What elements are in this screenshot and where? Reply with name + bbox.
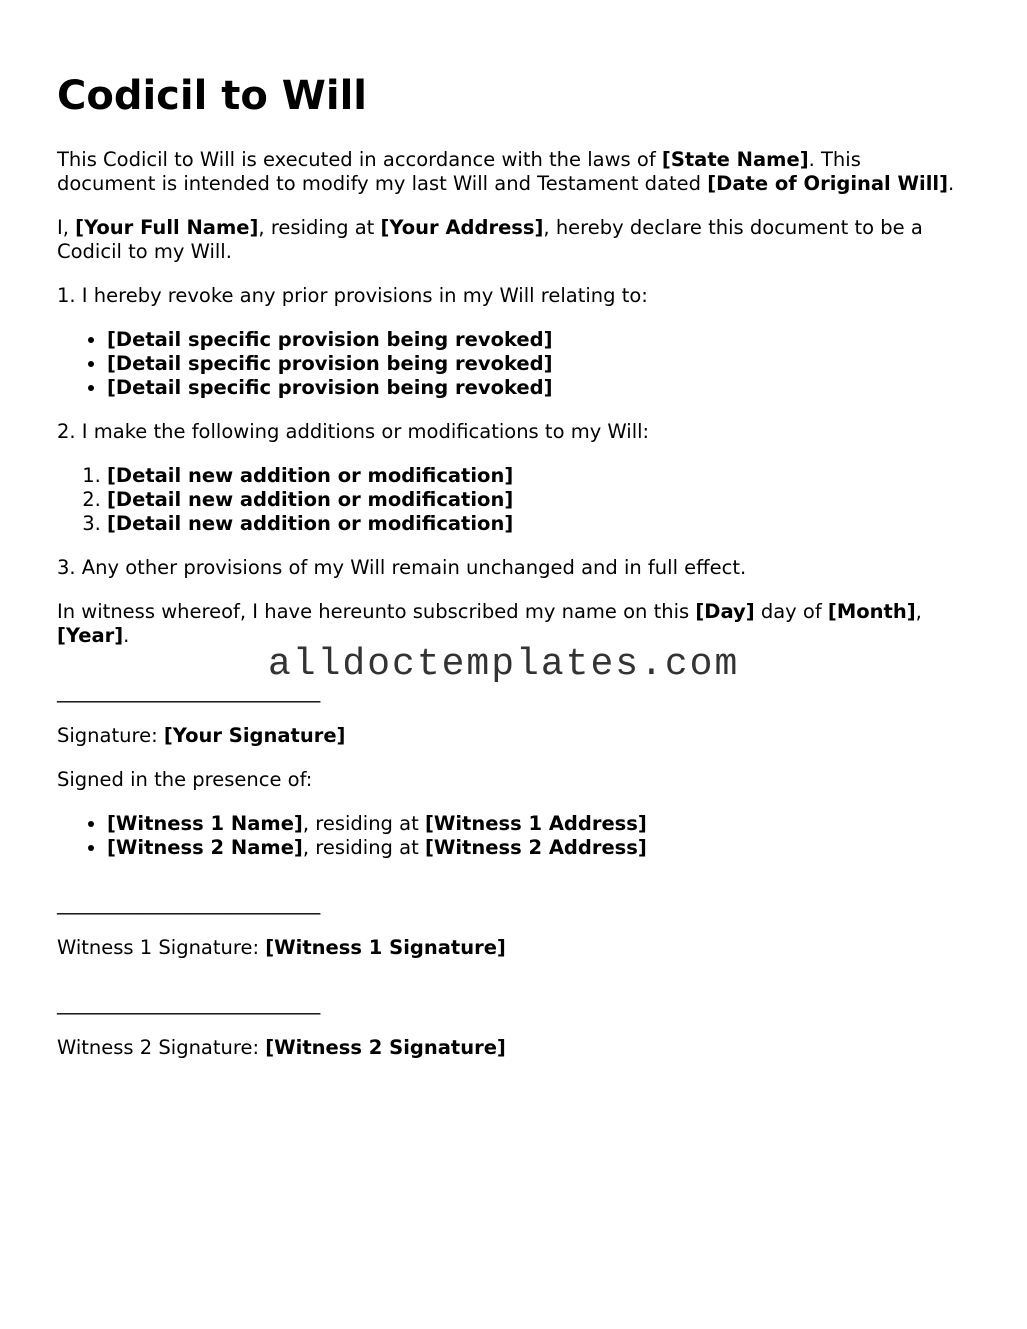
witness-2-signature-placeholder: [Witness 2 Signature] bbox=[265, 1036, 506, 1059]
revoked-provision-2: [Detail specific provision being revoked] bbox=[107, 352, 553, 375]
witness-2-name: [Witness 2 Name] bbox=[107, 836, 303, 859]
day-placeholder: [Day] bbox=[695, 600, 755, 623]
witness-clause-text-3: , bbox=[915, 600, 922, 623]
witness-clause-text-1: In witness whereof, I have hereunto subscribed my name on this bbox=[57, 600, 696, 623]
declaration-text-3: , hereby declare this document to be a Codicil to my Will. bbox=[57, 216, 923, 263]
address-placeholder: [Your Address] bbox=[380, 216, 544, 239]
list-item bbox=[107, 464, 962, 488]
witness-2-signature-line: ___________________________ bbox=[57, 992, 321, 1015]
modification-3: [Detail new addition or modification] bbox=[107, 512, 514, 535]
witness-1-signature-label: Witness 1 Signature: bbox=[57, 936, 266, 959]
original-will-date-placeholder: [Date of Original Will] bbox=[707, 172, 949, 195]
list-item bbox=[107, 512, 962, 536]
witness-2-signature-label: Witness 2 Signature: bbox=[57, 1036, 266, 1059]
witness-1-name: [Witness 1 Name] bbox=[107, 812, 303, 835]
document-page bbox=[57, 70, 962, 1060]
signature-row bbox=[57, 724, 962, 748]
list-item bbox=[107, 836, 962, 860]
revoked-provision-3: [Detail specific provision being revoked] bbox=[107, 376, 553, 399]
witness-clause-text-4: . bbox=[123, 624, 130, 647]
witness-1-mid: , residing at bbox=[302, 812, 425, 835]
intro-paragraph bbox=[57, 148, 962, 196]
witness-2-signature-row bbox=[57, 1036, 962, 1060]
list-item bbox=[107, 328, 962, 352]
intro-text-1: This Codicil to Will is executed in accordance with the laws of bbox=[57, 148, 662, 171]
witness-clause-text-2: day of bbox=[754, 600, 828, 623]
witness-1-address: [Witness 1 Address] bbox=[424, 812, 647, 835]
section-1-heading: 1. I hereby revoke any prior provisions in my Will relating to: bbox=[57, 284, 648, 307]
witness-2-address: [Witness 2 Address] bbox=[424, 836, 647, 859]
list-item bbox=[107, 488, 962, 512]
intro-text-3: . bbox=[948, 172, 955, 195]
revoked-provision-1: [Detail specific provision being revoked] bbox=[107, 328, 553, 351]
page-title: Codicil to Will bbox=[57, 73, 368, 119]
list-item bbox=[107, 376, 962, 400]
signature-line: ___________________________ bbox=[57, 680, 321, 703]
signature-label: Signature: bbox=[57, 724, 164, 747]
declaration-paragraph bbox=[57, 216, 962, 264]
witness-clause bbox=[57, 600, 962, 648]
section-2-heading: 2. I make the following additions or modifications to my Will: bbox=[57, 420, 650, 443]
witness-1-signature-line: ___________________________ bbox=[57, 892, 321, 915]
section-3-text: 3. Any other provisions of my Will remain unchanged and in full effect. bbox=[57, 556, 747, 579]
list-item bbox=[107, 812, 962, 836]
declaration-text-1: I, bbox=[57, 216, 76, 239]
modifications-list bbox=[57, 464, 962, 536]
modification-1: [Detail new addition or modification] bbox=[107, 464, 514, 487]
full-name-placeholder: [Your Full Name] bbox=[75, 216, 259, 239]
signature-placeholder: [Your Signature] bbox=[163, 724, 346, 747]
declaration-text-2: , residing at bbox=[258, 216, 381, 239]
witness-list bbox=[57, 812, 962, 860]
witness-1-signature-row bbox=[57, 936, 962, 960]
modification-2: [Detail new addition or modification] bbox=[107, 488, 514, 511]
witness-1-signature-placeholder: [Witness 1 Signature] bbox=[265, 936, 506, 959]
state-name-placeholder: [State Name] bbox=[661, 148, 809, 171]
presence-text: Signed in the presence of: bbox=[57, 768, 313, 791]
year-placeholder: [Year] bbox=[57, 624, 124, 647]
list-item bbox=[107, 352, 962, 376]
revoked-provisions-list bbox=[57, 328, 962, 400]
month-placeholder: [Month] bbox=[827, 600, 916, 623]
intro-text-2: . This document is intended to modify my last Will and Testament dated bbox=[57, 148, 861, 195]
watermark: alldoctemplates.com bbox=[268, 643, 740, 686]
witness-2-mid: , residing at bbox=[302, 836, 425, 859]
